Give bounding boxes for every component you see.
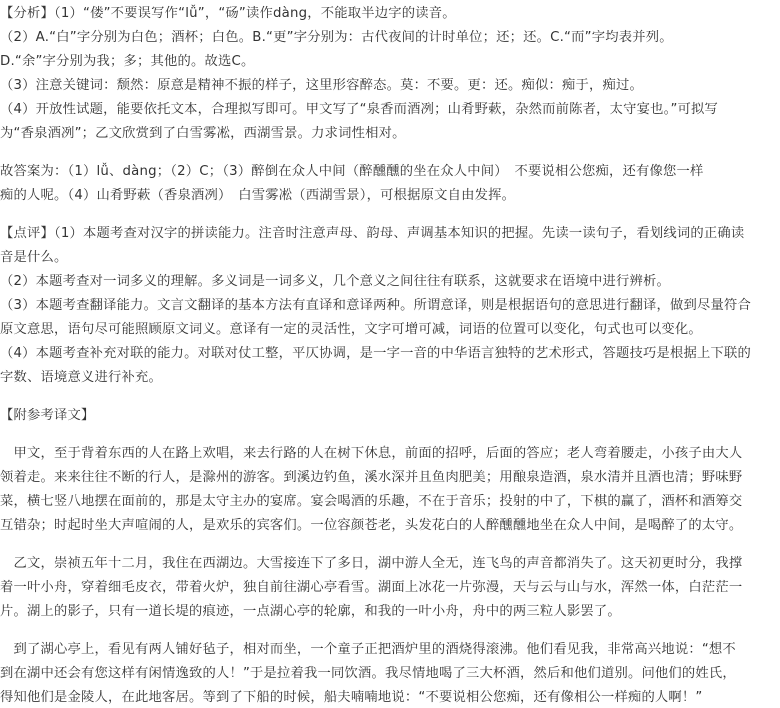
- translation-c-line-1: 到了湖心亭上，看见有两人铺好毡子，相对而坐，一个童子正把酒炉里的酒烧得滚沸。他们看见我，非常高兴地说：“想不: [0, 642, 736, 657]
- analysis-line-6: 为“香泉酒冽”；乙文欣赏到了白雪雾凇，西湖雪景。力求词性相对。: [0, 126, 406, 141]
- answer-line-2: 痴的人呢。（4）山肴野蔌（香泉酒冽） 白雪雾凇（西湖雪景），可根据原文自由发挥。: [0, 188, 516, 203]
- translation-heading: 【附参考译文】: [0, 408, 95, 423]
- comment-line-3: （2）本题考查对一词多义的理解。多义词是一词多义，几个意义之间往往有联系，这就要求在语境中进行辨析。: [0, 274, 671, 289]
- translation-b-line-2: 着一叶小舟，穿着细毛皮衣，带着火炉，独自前往湖心亭看雪。湖面上冰花一片弥漫，天与云与山与水，浑然一体，白茫茫一: [0, 580, 743, 595]
- translation-a-line-1: 甲文，至于背着东西的人在路上欢唱，来去行路的人在树下休息，前面的招呼，后面的答应；老人弯着腰走，小孩子由大人: [0, 446, 743, 461]
- comment-line-7: 字数、语境意义进行补充。: [0, 370, 162, 385]
- analysis-line-3: D.“余”字分别为我；多；其他的。故选C。: [0, 54, 255, 69]
- translation-c-line-2: 到在湖中还会有您这样有闲情逸致的人！”于是拉着我一同饮酒。我尽情地喝了三大杯酒，然后和他们道别。问他们的姓氏，: [0, 666, 736, 681]
- translation-a-line-3: 菜，横七竖八地摆在面前的，那是太守主办的宴席。宴会喝酒的乐趣，不在于音乐；投射的中了，下棋的赢了，酒杯和酒筹交: [0, 494, 743, 509]
- analysis-line-4: （3）注意关键词：颓然：原意是精神不振的样子，这里形容醉态。莫：不要。更：还。痴似：痴于，痴过。: [0, 78, 644, 93]
- comment-line-5: 原文意思，语句尽可能照顾原文词义。意译有一定的灵活性，文字可增可减，词语的位置可以变化，句式也可以变化。: [0, 322, 702, 337]
- translation-c-line-3: 得知他们是金陵人，在此地客居。等到了下船的时候，船夫喃喃地说：“不要说相公您痴，还有像相公一样痴的人啊！”: [0, 690, 703, 705]
- translation-a-line-4: 互错杂；时起时坐大声喧闹的人，是欢乐的宾客们。一位容颜苍老，头发花白的人醉醺醺地坐在众人中间，是喝醉了的太守。: [0, 518, 743, 533]
- translation-b-line-3: 片。湖上的影子，只有一道长堤的痕迹，一点湖心亭的轮廓，和我的一叶小舟，舟中的两三粒人影罢了。: [0, 604, 621, 619]
- answer-line-1: 故答案为：（1）lǚ、dàng；（2）C；（3）醉倒在众人中间（醉醺醺的坐在众人中间） 不要说相公您痴，还有像您一样: [0, 164, 704, 179]
- comment-line-4: （3）本题考查翻译能力。文言文翻译的基本方法有直译和意译两种。所谓意译，则是根据语句的意思进行翻译，做到尽量符合: [0, 298, 751, 313]
- translation-b-line-1: 乙文，崇祯五年十二月，我住在西湖边。大雪接连下了多日，湖中游人全无，连飞鸟的声音都消失了。这天初更时分，我撑: [0, 556, 743, 571]
- analysis-line-5: （4）开放性试题，能要依托文本，合理拟写即可。甲文写了“泉香而酒冽；山肴野蔌，杂然而前陈者，太守宴也。”可拟写: [0, 102, 719, 117]
- translation-a-line-2: 领着走。来来往往不断的行人，是滁州的游客。到溪边钓鱼，溪水深并且鱼肉肥美；用酿泉造酒，泉水清并且酒也清；野味野: [0, 470, 743, 485]
- analysis-line-2: （2）A.“白”字分别为白色；酒杯；白色。B.“更”字分别为：古代夜间的计时单位；还；还。C.“而”字均表并列。: [0, 30, 673, 45]
- comment-line-1: 【点评】（1）本题考查对汉字的拼读能力。注音时注意声母、韵母、声调基本知识的把握。先读一读句子，看划线词的正确读: [0, 226, 745, 241]
- comment-line-2: 音是什么。: [0, 250, 68, 265]
- analysis-line-1: 【分析】（1）“偻”不要误写作“lǚ”，“砀”读作dàng，不能取半边字的读音。: [0, 6, 456, 21]
- comment-line-6: （4）本题考查补充对联的能力。对联对仗工整，平仄协调，是一字一音的中华语言独特的艺术形式，答题技巧是根据上下联的: [0, 346, 751, 361]
